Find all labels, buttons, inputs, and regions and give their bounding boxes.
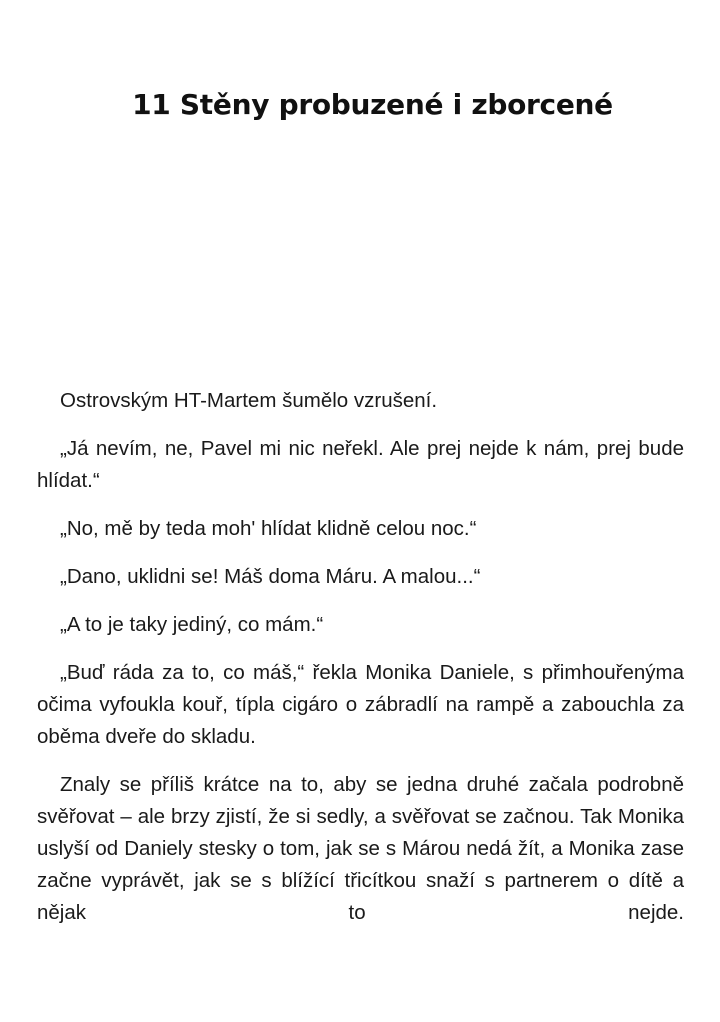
paragraph: „A to je taky jediný, co mám.“ — [60, 613, 324, 636]
paragraph: Ostrovským HT-Martem šumělo vzrušení. — [60, 389, 438, 412]
paragraph: „Buď ráda za to, co máš,“ řekla Monika Daniele, s přimhouřenýma očima vyfoukla kouř, típla cigáro o zábradlí na rampě a zabouchla za oběma dveře do skladu. — [37, 661, 684, 748]
paragraph: „Dano, uklidni se! Máš doma Máru. A malou...“ — [60, 565, 481, 588]
paragraph: „Já nevím, ne, Pavel mi nic neřekl. Ale prej nejde k nám, prej bude hlídat.“ — [37, 437, 684, 492]
paragraph: „No, mě by teda moh' hlídat klidně celou noc.“ — [60, 517, 477, 540]
paragraph: Znaly se příliš krátce na to, aby se jedna druhé začala podrobně svěřovat – ale brzy zjistí, že si sedly, a svěřovat se začnou. Tak Monika uslyší od Daniely stesky o tom, jak se s Márou nedá žít, a Monika zase začne vyprávět, jak se s blížící třicítkou snaží s partnerem o dítě a nějak to nejde. — [37, 773, 684, 924]
chapter-body — [37, 385, 684, 945]
chapter-title: 11 Stěny probuzené i zborcené — [132, 88, 613, 121]
